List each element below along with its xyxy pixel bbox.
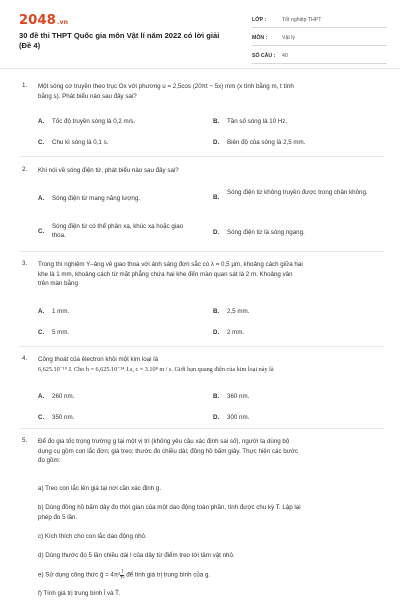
- question-text: [38, 166, 386, 176]
- question-text: [38, 437, 386, 466]
- question-number: 5.: [22, 437, 28, 444]
- formula-prefix: e) Sử dụng công thức ḡ = 4π²: [38, 571, 121, 579]
- option-letter: C.: [38, 329, 45, 336]
- procedure-step-line: b) Dùng đồng hồ bấm dây đo thời gian của một dao động toàn phần, tính được chu kỳ T. Lập lại: [38, 504, 301, 511]
- question-text: [38, 260, 386, 289]
- question-number: 2.: [22, 166, 28, 173]
- question-text-line: Để đo gia tốc trọng trường g tại một vị trí (không yêu cầu xác định sai số), người ta dùng bộ: [38, 438, 290, 445]
- option-a[interactable]: [38, 392, 182, 401]
- fraction-denominator: T̄²: [120, 574, 125, 580]
- option-letter: D.: [213, 229, 220, 236]
- question-separator: [19, 428, 384, 429]
- question-text-line: khe là 1 mm, khoảng cách từ mặt phẳng chứa hai khe đến màn quan sát là 2 m. Khoảng vân: [38, 270, 293, 278]
- option-letter: D.: [213, 329, 220, 336]
- option-text: Biên độ của sóng là 2,5 mm.: [227, 139, 306, 146]
- meta-count-label: SỐ CÂU :: [252, 53, 276, 59]
- option-a[interactable]: [38, 194, 182, 203]
- option-d[interactable]: [213, 413, 357, 422]
- question-text-line: Công thoát của êlectron khỏi một kim loại là: [38, 356, 159, 363]
- question-text-line: dụng cụ gồm con lắc đơn; giá treo; thước đo chiều dài; đồng hồ bấm giây. Thực hiện các bước: [38, 447, 298, 455]
- option-d[interactable]: [213, 138, 357, 147]
- option-a[interactable]: [38, 307, 182, 316]
- question-number: 3.: [22, 260, 28, 267]
- option-letter: B.: [213, 393, 220, 400]
- option-letter: B.: [213, 308, 220, 315]
- question-number: 4.: [22, 355, 28, 362]
- option-a[interactable]: [38, 117, 182, 126]
- meta-class-row: [252, 13, 387, 28]
- option-text: 260 nm.: [52, 393, 75, 400]
- option-b[interactable]: [213, 117, 357, 126]
- option-letter: C.: [38, 228, 45, 235]
- option-text: 360 nm.: [227, 393, 250, 400]
- question-text-line: Trong thí nghiệm Y–âng về giao thoa với ánh sáng đơn sắc có λ = 0,5 μm, khoảng cách giữa hai: [38, 261, 303, 268]
- option-b[interactable]: [213, 392, 357, 401]
- option-c[interactable]: [38, 328, 182, 337]
- meta-subject-label: MÔN :: [252, 35, 268, 41]
- exam-title-line1: 30 đề thi THPT Quốc gia môn Vật lí năm 2022 có lời giải: [19, 31, 220, 40]
- logo-main-text: 2048: [19, 13, 56, 28]
- question-text-line: trên màn bằng: [38, 280, 78, 288]
- fraction-numerator: l̄: [121, 569, 123, 574]
- question-text-line: 6,625.10⁻¹⁹ J. Cho h = 6,625.10⁻³⁴ J.s, c = 3.10⁸ m / s. Giới hạn quang điện của kim loại này là: [38, 365, 274, 373]
- procedure-step-f: f) Tính giá trị trung bình l̄ và T̄.: [38, 590, 121, 597]
- formula-suffix: để tính giá trị trung bình của g.: [126, 571, 211, 579]
- option-text: 2 mm.: [227, 329, 245, 336]
- option-text: Tần số sóng là 10 Hz.: [227, 118, 288, 125]
- formula-fraction: [120, 570, 124, 580]
- question-text-line: Khi nói về sóng điện từ, phát biểu nào sau đây sai?: [38, 167, 179, 174]
- option-c[interactable]: [38, 222, 192, 240]
- question-separator: [19, 156, 384, 157]
- option-text: Sóng điện từ có thể phản xạ, khúc xạ hoặc giao thoa.: [52, 223, 184, 239]
- procedure-step-d: d) Dùng thước đo 5 lần chiều dài l của dây từ điểm treo tới tâm vật nhỏ.: [38, 552, 235, 559]
- meta-class-value: Tốt nghiệp THPT: [282, 17, 322, 23]
- exam-title: [19, 31, 239, 51]
- question-text-line: đo gồm:: [38, 457, 61, 465]
- option-letter: A.: [38, 308, 45, 315]
- option-c[interactable]: [38, 413, 182, 422]
- option-text: Sóng điện từ không truyền được trong chân không.: [227, 189, 368, 196]
- option-text: Sóng điện từ là sóng ngang.: [227, 229, 305, 236]
- question-number: 1.: [22, 82, 28, 89]
- question-text: [38, 355, 386, 374]
- option-letter: B.: [213, 194, 220, 201]
- question-text-line: Một sóng cơ truyền theo trục Ox với phương u = 2,5cos (20πt − 5x) mm (x tính bằng m, t tính: [38, 83, 294, 90]
- meta-class-label: LỚP :: [252, 17, 267, 23]
- meta-subject-value: Vật lý: [282, 35, 295, 41]
- procedure-step-b: [38, 503, 386, 522]
- document-header: [0, 0, 400, 62]
- option-text: Tốc độ truyền sóng là 0,2 m/s.: [52, 118, 136, 125]
- option-text: Chu kì sóng là 0,1 s.: [52, 139, 109, 146]
- option-letter: A.: [38, 393, 45, 400]
- procedure-step-e: [38, 570, 386, 580]
- procedure-step-c: c) Kích thích cho con lắc dao động nhỏ.: [38, 533, 147, 540]
- option-letter: B.: [213, 118, 220, 125]
- logo-suffix-text: .vn: [56, 19, 69, 26]
- option-text: 2,5 mm.: [227, 308, 250, 315]
- option-text: 5 mm.: [52, 329, 70, 336]
- option-text: Sóng điện từ mang năng lượng.: [52, 195, 141, 202]
- option-text: 1 mm.: [52, 308, 70, 315]
- procedure-step-a: a) Treo con lắc lên giá tại nơi cần xác định g.: [38, 485, 162, 492]
- option-letter: A.: [38, 195, 45, 202]
- option-d[interactable]: [213, 328, 357, 337]
- meta-count-row: [252, 49, 387, 64]
- exam-meta: [252, 13, 387, 67]
- option-letter: C.: [38, 414, 45, 421]
- question-text: [38, 82, 386, 101]
- option-c[interactable]: [38, 138, 182, 147]
- meta-count-value: 40: [282, 53, 288, 59]
- meta-subject-row: [252, 31, 387, 46]
- option-b[interactable]: [213, 188, 377, 202]
- site-logo[interactable]: [19, 13, 68, 28]
- question-separator: [19, 346, 384, 347]
- option-letter: D.: [213, 414, 220, 421]
- option-text: 350 nm.: [52, 414, 75, 421]
- option-d[interactable]: [213, 228, 377, 237]
- option-text: 300 nm.: [227, 414, 250, 421]
- header-divider: [0, 68, 400, 69]
- option-letter: C.: [38, 139, 45, 146]
- question-separator: [19, 251, 384, 252]
- exam-title-line2: (Đề 4): [19, 41, 41, 50]
- option-b[interactable]: [213, 307, 357, 316]
- question-text-line: bằng s). Phát biểu nào sau đây sai?: [38, 92, 137, 100]
- procedure-step-line: phép đo 5 lần.: [38, 513, 78, 521]
- option-letter: D.: [213, 139, 220, 146]
- option-letter: A.: [38, 118, 45, 125]
